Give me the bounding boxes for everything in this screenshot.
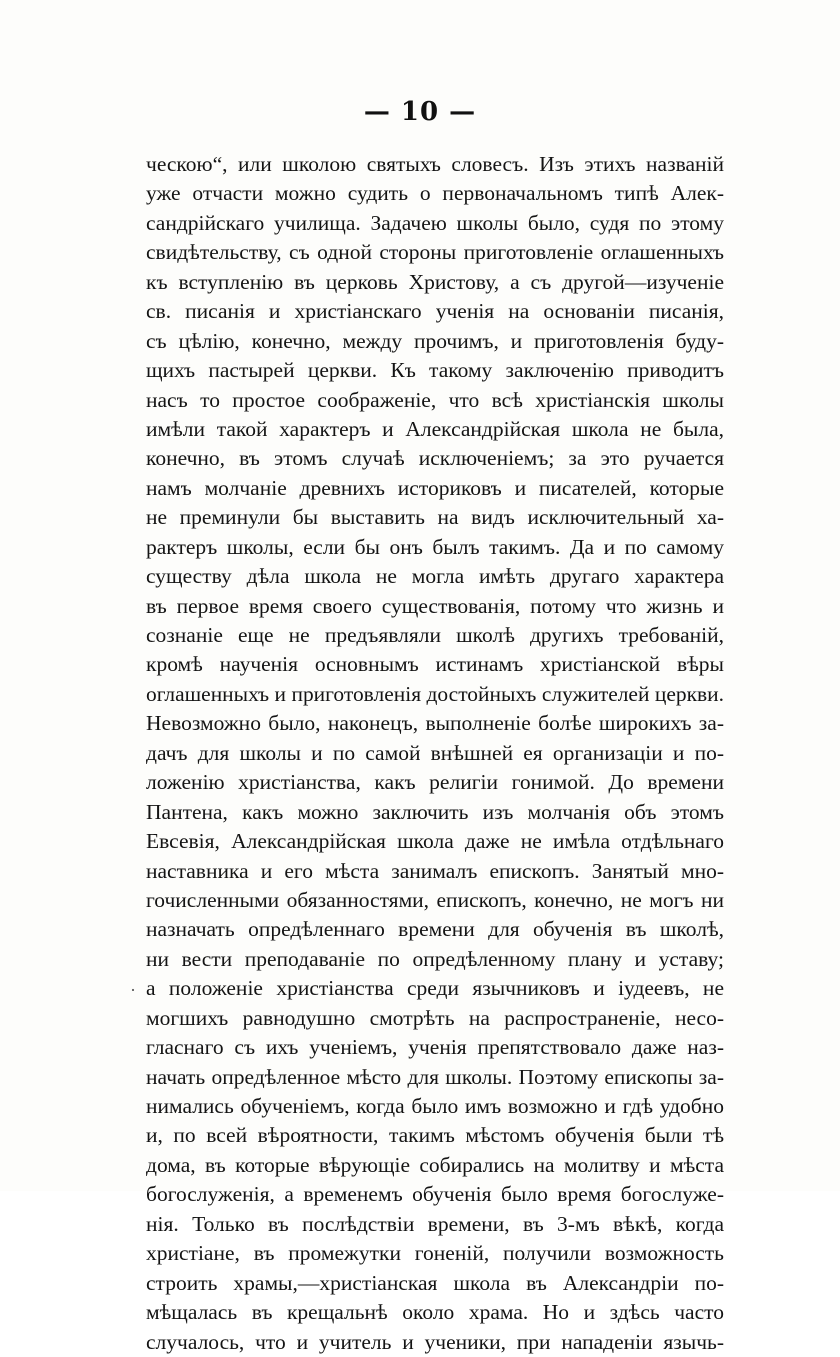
text-line: нія. Только въ послѣдствіи времени, въ 3-мъ вѣкѣ, когда <box>146 1211 724 1236</box>
text-line: конечно, въ этомъ случаѣ исключеніемъ; за это ручается <box>146 446 724 471</box>
text-line: а положеніе христіанства среди язычниковъ и іудеевъ, не <box>146 976 724 1001</box>
text-line: кромѣ наученія основнымъ истинамъ христіанской вѣры <box>146 652 724 677</box>
page-number: — 10 — <box>363 97 477 127</box>
text-line: гочисленными обязанностями, епископъ, конечно, не могъ ни <box>146 887 724 912</box>
text-line: намъ молчаніе древнихъ историковъ и писателей, которые <box>146 475 724 500</box>
text-line: не преминули бы выставить на видъ исключительный ха- <box>146 505 724 530</box>
text-line: гласнаго съ ихъ ученіемъ, ученія препятствовало даже наз- <box>146 1035 724 1060</box>
text-line: имѣли такой характеръ и Александрійская школа не была, <box>146 416 724 441</box>
text-line: нимались обученіемъ, когда было имъ возможно и гдѣ удобно <box>146 1094 724 1118</box>
text-line: дачъ для школы и по самой внѣшней ея организаціи и по- <box>146 740 724 765</box>
body-text <box>146 150 724 1357</box>
text-line: назначать опредѣленнаго времени для обученія въ школѣ, <box>146 917 724 942</box>
text-line: начать опредѣленное мѣсто для школы. Поэтому епископы за- <box>146 1064 724 1089</box>
text-line: съ цѣлію, конечно, между прочимъ, и приготовленія буду- <box>146 328 724 353</box>
margin-mark: · <box>130 980 136 1000</box>
text-line: Невозможно было, наконецъ, выполненіе болѣе широкихъ за- <box>146 711 724 736</box>
text-line: дома, въ которые вѣрующіе собирались на молитву и мѣста <box>146 1152 724 1177</box>
text-line: св. писанія и христіанскаго ученія на основаніи писанія, <box>146 299 724 324</box>
text-line: мѣщалась въ крещальнѣ около храма. Но и здѣсь часто <box>146 1300 724 1325</box>
text-line: ни вести преподаваніе по опредѣленному плану и уставу; <box>146 946 724 971</box>
text-line: ложенію христіанства, какъ религіи гонимой. До времени <box>146 770 724 795</box>
text-line: наставника и его мѣста занималъ епископъ. Занятый мно- <box>146 858 724 883</box>
text-line: рактеръ школы, если бы онъ былъ такимъ. Да и по самому <box>146 534 724 559</box>
text-line: Евсевія, Александрійская школа даже не имѣла отдѣльнаго <box>146 829 724 854</box>
text-line: въ первое время своего существованія, потому что жизнь и <box>146 593 724 618</box>
text-line: Пантена, какъ можно заключить изъ молчанія объ этомъ <box>146 799 724 824</box>
text-line: строить храмы,—христіанская школа въ Александріи по- <box>146 1270 724 1295</box>
text-line: существу дѣла школа не могла имѣть другаго характера <box>146 564 724 589</box>
text-line: случалось, что и учитель и ученики, при нападеніи язычь- <box>146 1329 724 1354</box>
text-line: и, по всей вѣроятности, такимъ мѣстомъ обученія были тѣ <box>146 1123 724 1148</box>
text-line: богослуженія, а временемъ обученія было время богослуже- <box>146 1182 724 1207</box>
text-line: свидѣтельству, съ одной стороны приготовленіе оглашенныхъ <box>146 240 724 265</box>
text-line: сандрійскаго училища. Задачею школы было, судя по этому <box>146 210 724 235</box>
text-line: оглашенныхъ и приготовленія достойныхъ служителей церкви. <box>146 681 724 706</box>
text-line: христіане, въ промежутки гоненій, получили возможность <box>146 1241 724 1266</box>
text-line: щихъ пастырей церкви. Къ такому заключенію приводитъ <box>146 358 724 383</box>
text-line: уже отчасти можно судить о первоначальномъ типѣ Алек- <box>146 181 724 206</box>
text-line: сознаніе еще не предъявляли школѣ другихъ требованій, <box>146 623 724 647</box>
text-line: насъ то простое соображеніе, что всѣ христіанскія школы <box>146 387 724 412</box>
text-line: могшихъ равнодушно смотрѣть на распространеніе, несо- <box>146 1005 724 1030</box>
text-line: ческою“, или школою святыхъ словесъ. Изъ этихъ названій <box>146 152 724 176</box>
text-line: къ вступленію въ церковь Христову, а съ другой—изученіе <box>146 269 724 294</box>
